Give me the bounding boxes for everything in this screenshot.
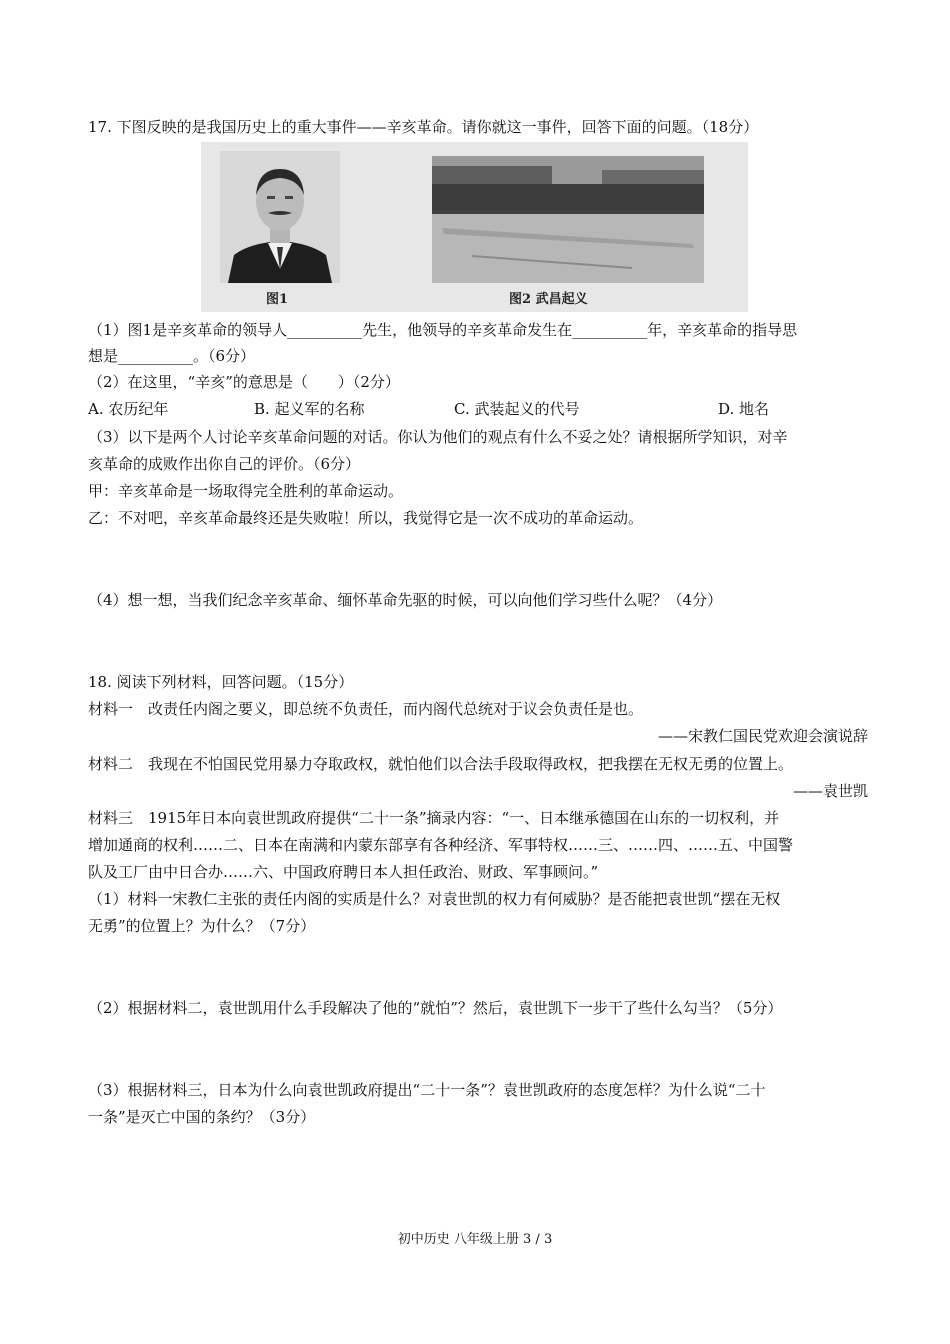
- material-3-line3: 队及工厂由中日合办……六、中国政府聘日本人担任政治、财政、军事顾问。”: [88, 863, 599, 881]
- q17-p3-line1: （3）以下是两个人讨论辛亥革命问题的对话。你认为他们的观点有什么不妥之处？请根据所学知识，对辛: [88, 428, 788, 446]
- q18-p1-line1: （1）材料一宋教仁主张的责任内阁的实质是什么？对袁世凯的权力有何威胁？是否能把袁世凯“摆在无权: [88, 890, 781, 908]
- q18-p3-line2: 一条”是灭亡中国的条约？（3分）: [88, 1108, 316, 1126]
- q17-p2: （2）在这里，“辛亥”的意思是（ ）（2分）: [88, 373, 400, 391]
- material-1-source: ——宋教仁国民党欢迎会演说辞: [657, 727, 868, 745]
- dialog-jia: 甲：辛亥革命是一场取得完全胜利的革命运动。: [88, 482, 404, 500]
- dialog-yi: 乙：不对吧，辛亥革命最终还是失败啦！所以，我觉得它是一次不成功的革命运动。: [88, 509, 644, 527]
- material-1: 材料一 改责任内阁之要义，即总统不负责任，而内阁代总统对于议会负责任是也。: [88, 700, 644, 718]
- option-b: B. 起义军的名称: [254, 400, 365, 418]
- wuchang-uprising-photo: [432, 156, 704, 283]
- material-3-line1: 材料三 1915年日本向袁世凯政府提供“二十一条”摘录内容：“一、日本继承德国在山东的一切权利，并: [88, 809, 780, 827]
- q17-p3-line2: 亥革命的成败作出你自己的评价。（6分）: [88, 455, 361, 473]
- option-a: A. 农历纪年: [88, 400, 169, 418]
- q17-p4: （4）想一想，当我们纪念辛亥革命、缅怀革命先驱的时候，可以向他们学习些什么呢？（4分）: [88, 591, 723, 609]
- option-c: C. 武装起义的代号: [454, 400, 580, 418]
- material-3-line2: 增加通商的权利……二、日本在南满和内蒙东部享有各种经济、军事特权……三、……四、……五、中国警: [88, 836, 794, 854]
- q17-figure: [201, 142, 748, 312]
- q17-stem: 17. 下图反映的是我国历史上的重大事件——辛亥革命。请你就这一事件，回答下面的问题。（18分）: [88, 118, 759, 136]
- fig1-caption: 图1: [266, 292, 289, 307]
- q17-p1-line2: 想是__________。（6分）: [88, 347, 256, 365]
- q18-p3-line1: （3）根据材料三，日本为什么向袁世凯政府提出“二十一条”？袁世凯政府的态度怎样？为什么说“二十: [88, 1081, 766, 1099]
- q18-p2: （2）根据材料二，袁世凯用什么手段解决了他的“就怕”？然后，袁世凯下一步干了些什么勾当？（5分）: [88, 999, 783, 1017]
- material-2-source: ——袁世凯: [792, 782, 868, 800]
- q18-p1-line2: 无勇”的位置上？为什么？（7分）: [88, 917, 316, 935]
- material-2: 材料二 我现在不怕国民党用暴力夺取政权，就怕他们以合法手段取得政权，把我摆在无权无勇的位置上。: [88, 755, 794, 773]
- q17-p1-line1: （1）图1是辛亥革命的领导人__________先生，他领导的辛亥革命发生在__________年，辛亥革命的指导思: [88, 321, 798, 339]
- q18-stem: 18. 阅读下列材料，回答问题。（15分）: [88, 673, 354, 691]
- option-d: D. 地名: [718, 400, 770, 418]
- portrait-photo: [220, 151, 340, 283]
- page-footer: 初中历史 八年级上册 3 / 3: [397, 1232, 553, 1247]
- fig2-caption: 图2 武昌起义: [509, 292, 588, 307]
